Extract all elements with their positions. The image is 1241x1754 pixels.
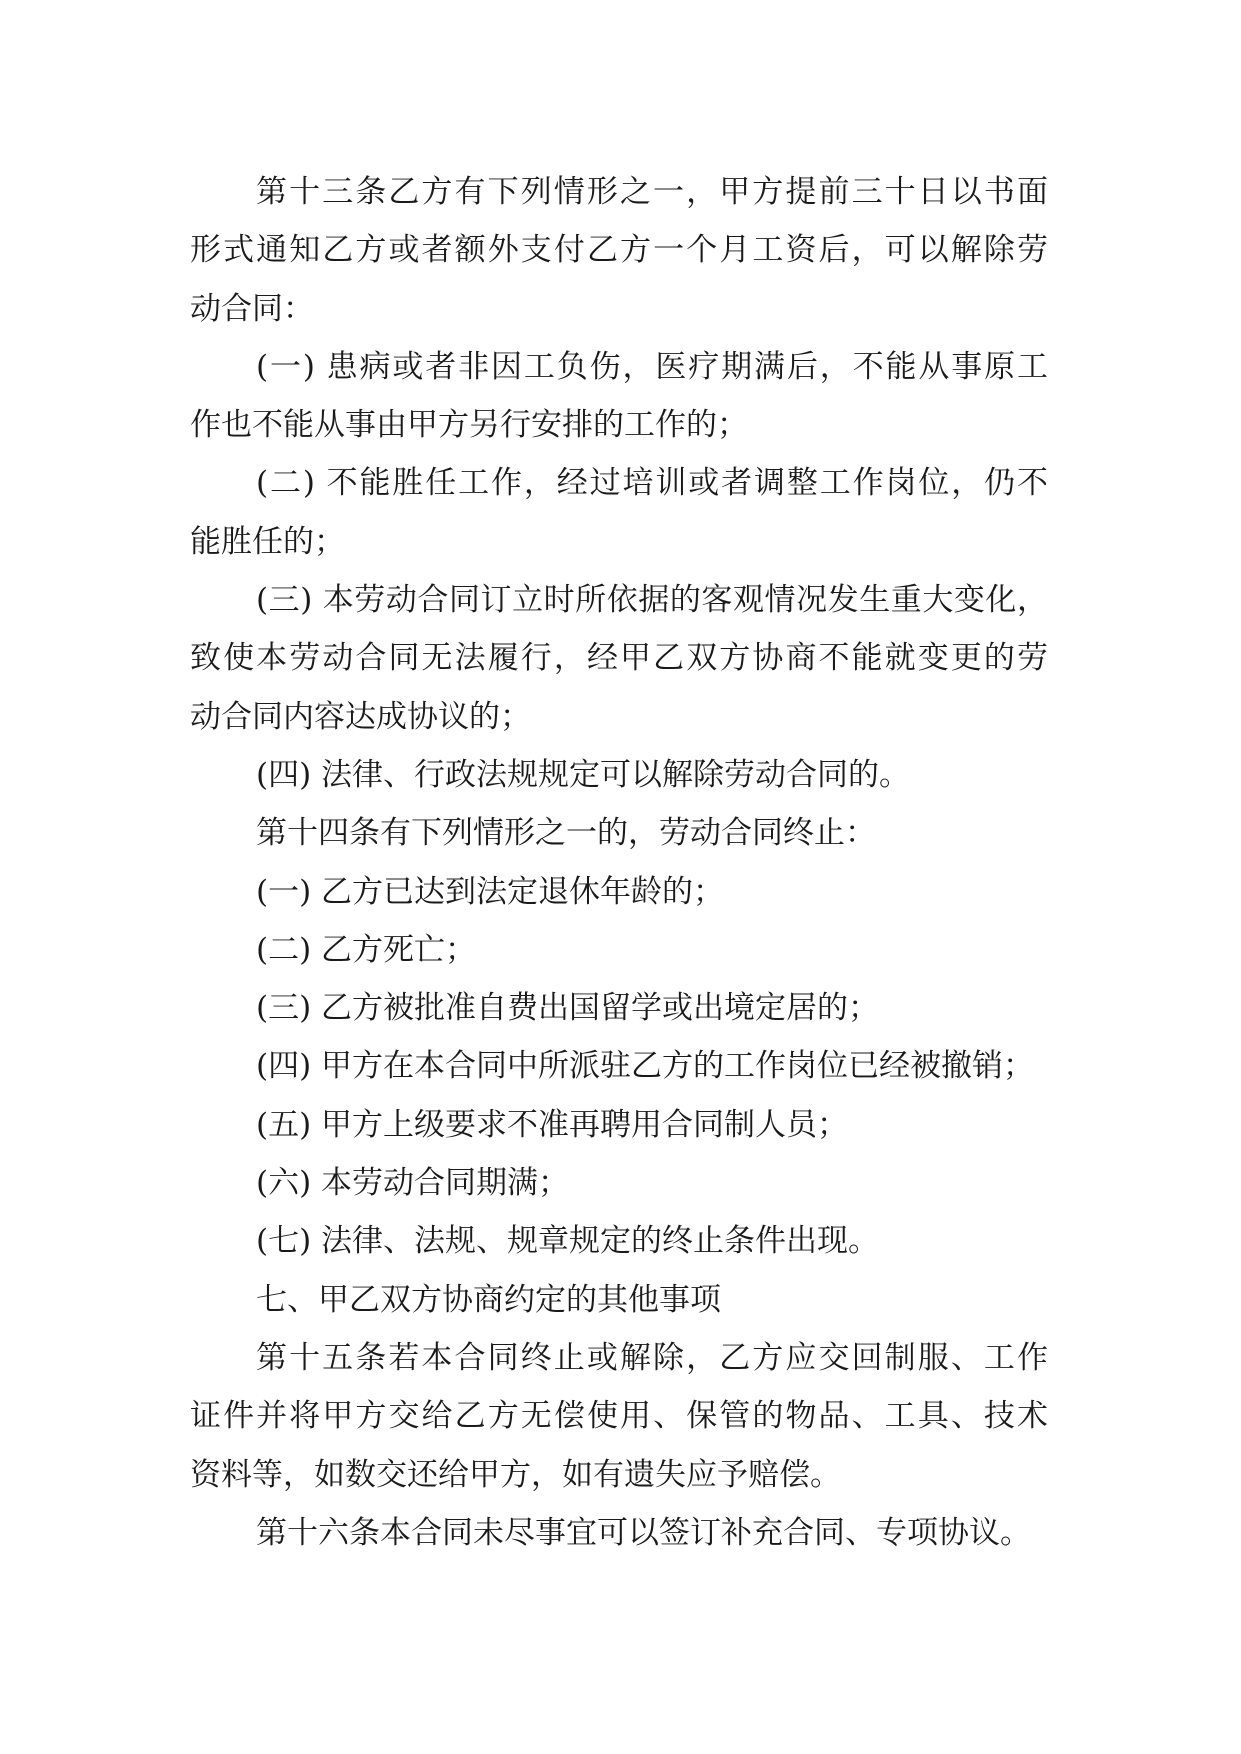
- paragraph-art16: [190, 1504, 1048, 1562]
- paragraph-art14-4: [190, 1037, 1048, 1095]
- text-line: (六) 本劳动合同期满；: [256, 1165, 570, 1202]
- paragraph-art14: [190, 804, 1048, 862]
- paragraph-art14-2: [190, 921, 1048, 979]
- text-line: (一) 乙方已达到法定退休年龄的；: [256, 873, 725, 910]
- text-line: 致使本劳动合同无法履行，经甲乙双方协商不能就变更的劳: [190, 640, 1048, 677]
- text-line: 能胜任的；: [190, 523, 345, 560]
- paragraph-art13: [190, 163, 1048, 338]
- contract-body: [190, 163, 1048, 1562]
- paragraph-art14-1: [190, 863, 1048, 921]
- text-line: (四) 法律、行政法规规定可以解除劳动合同的。: [256, 756, 911, 793]
- paragraph-art14-7: [190, 1212, 1048, 1270]
- text-line: (二) 乙方死亡；: [256, 931, 477, 968]
- text-line: (七) 法律、法规、规章规定的终止条件出现。: [256, 1223, 880, 1260]
- text-line: (二) 不能胜任工作，经过培训或者调整工作岗位，仍不: [256, 465, 1048, 502]
- paragraph-art15: [190, 1329, 1048, 1504]
- paragraph-art13-1: [190, 338, 1048, 455]
- text-line: (一) 患病或者非因工负伤，医疗期满后，不能从事原工: [256, 348, 1048, 385]
- text-line: (三) 乙方被批准自费出国留学或出境定居的；: [256, 990, 880, 1027]
- text-line: 作也不能从事由甲方另行安排的工作的；: [190, 407, 748, 444]
- text-line: 证件并将甲方交给乙方无偿使用、保管的物品、工具、技术: [190, 1398, 1048, 1435]
- text-line: 第十三条乙方有下列情形之一，甲方提前三十日以书面: [256, 174, 1048, 210]
- text-line: (三) 本劳动合同订立时所依据的客观情况发生重大变化，: [256, 582, 1048, 619]
- text-line: 第十五条若本合同终止或解除，乙方应交回制服、工作: [256, 1339, 1048, 1376]
- text-line: 形式通知乙方或者额外支付乙方一个月工资后，可以解除劳: [190, 232, 1048, 269]
- paragraph-art13-3: [190, 571, 1048, 746]
- text-line: 第十四条有下列情形之一的，劳动合同终止：: [256, 815, 876, 852]
- paragraph-section7: [190, 1271, 1048, 1329]
- text-line: 动合同内容达成协议的；: [190, 698, 531, 735]
- text-line: 动合同：: [190, 290, 314, 327]
- text-line: 七、甲乙双方协商约定的其他事项: [256, 1281, 721, 1318]
- paragraph-art13-2: [190, 454, 1048, 571]
- paragraph-art14-3: [190, 979, 1048, 1037]
- paragraph-art14-6: [190, 1154, 1048, 1212]
- text-line: 第十六条本合同未尽事宜可以签订补充合同、专项协议。: [256, 1514, 1031, 1551]
- paragraph-art14-5: [190, 1096, 1048, 1154]
- paragraph-art13-4: [190, 746, 1048, 804]
- text-line: 资料等，如数交还给甲方，如有遗失应予赔偿。: [190, 1456, 841, 1493]
- text-line: (四) 甲方在本合同中所派驻乙方的工作岗位已经被撤销；: [256, 1048, 1035, 1085]
- text-line: (五) 甲方上级要求不准再聘用合同制人员；: [256, 1106, 849, 1143]
